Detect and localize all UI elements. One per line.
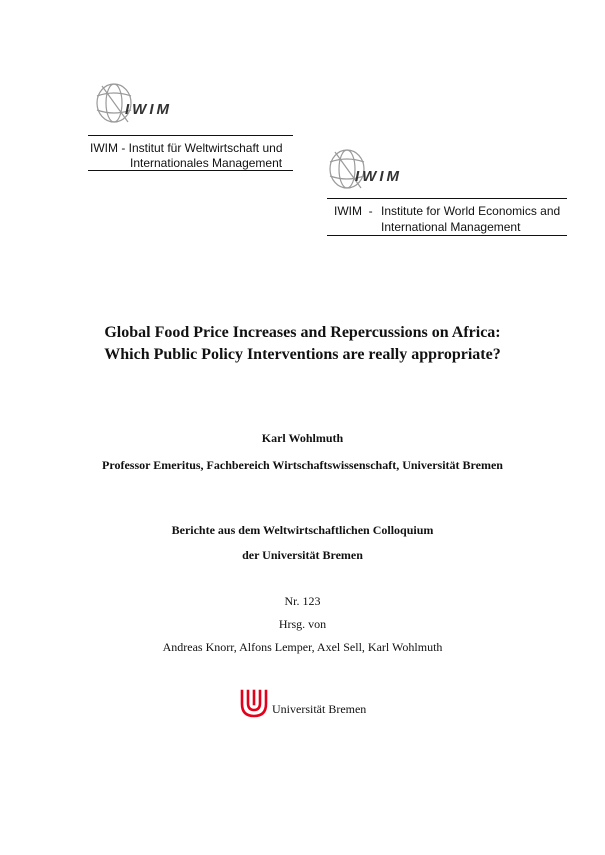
editors-label: Hrsg. von (278, 617, 327, 631)
university-name: Universität Bremen (272, 702, 367, 716)
institute-en-prefix: IWIM - (334, 204, 373, 218)
author-affiliation: Professor Emeritus, Fachbereich Wirtschaftswissenschaft, Universität Bremen (102, 458, 503, 472)
university-bremen-logo-icon (238, 688, 270, 720)
title-line1: Global Food Price Increases and Repercussions on Africa: (104, 324, 501, 341)
author-name: Karl Wohlmuth (261, 431, 344, 445)
rule-bottom-de (88, 170, 293, 171)
editors-list: Andreas Knorr, Alfons Lemper, Axel Sell, Karl Wohlmuth (162, 640, 443, 654)
university-logo (238, 688, 270, 725)
rule-top-en (327, 198, 567, 199)
series-line2: der Universität Bremen (242, 548, 363, 562)
iwim-logo-text-en: IWIM (355, 168, 402, 185)
institute-de-line1: IWIM - Institut für Weltwirtschaft und (90, 141, 283, 155)
title-line2: Which Public Policy Interventions are really appropriate? (104, 346, 501, 363)
institute-en-line2: International Management (381, 220, 521, 234)
rule-bottom-en (327, 235, 567, 236)
institute-de-line2: Internationales Management (130, 156, 283, 170)
iwim-logo-text-de: IWIM (125, 101, 172, 118)
institute-en-line1: Institute for World Economics and (381, 204, 561, 218)
rule-top-de (88, 135, 293, 136)
series-line1: Berichte aus dem Weltwirtschaftlichen Colloquium (171, 523, 434, 537)
issue-number: Nr. 123 (284, 594, 321, 608)
document-title (60, 322, 545, 366)
